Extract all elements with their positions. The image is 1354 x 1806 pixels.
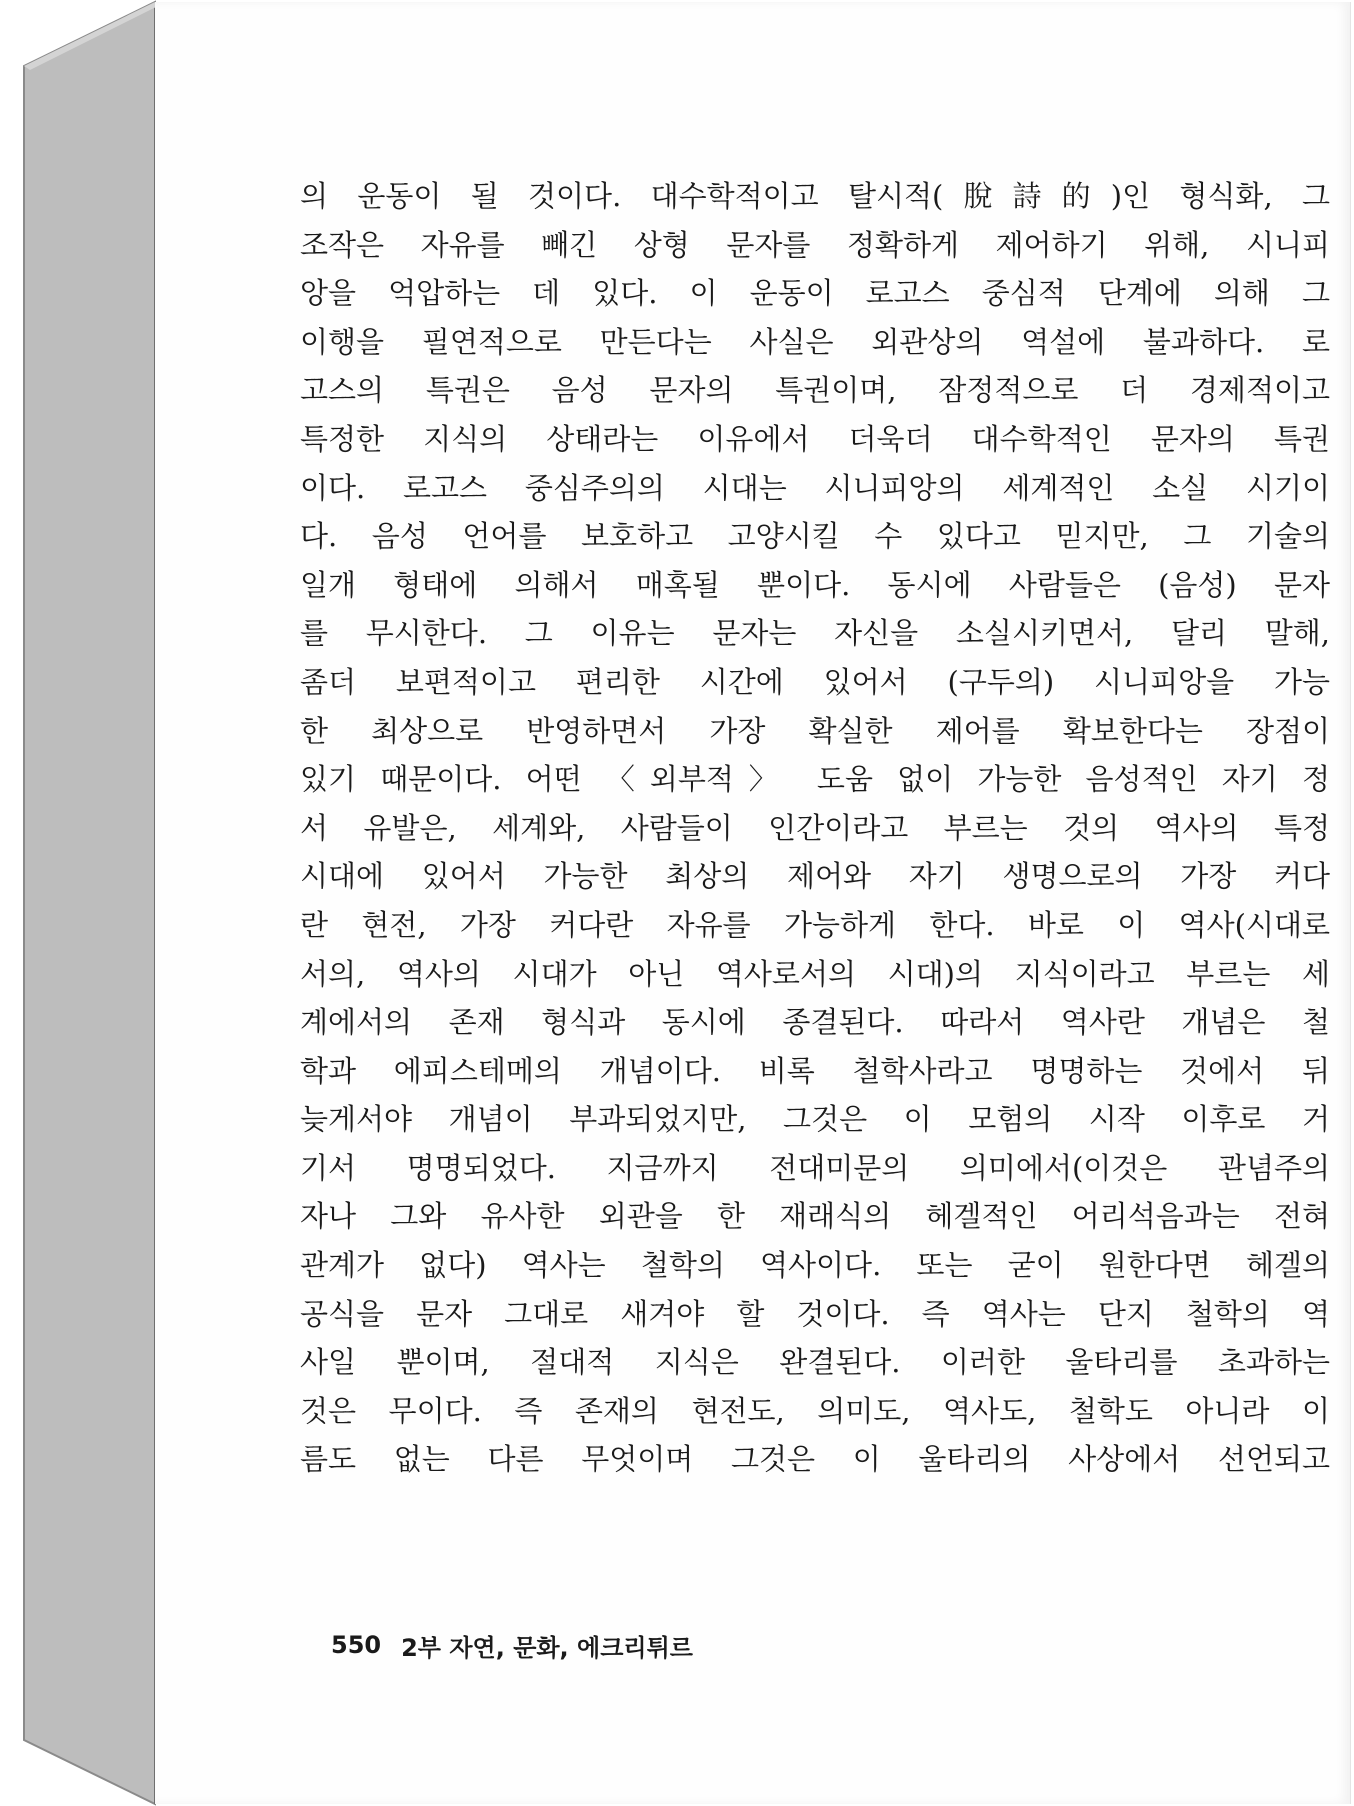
text-line: 고스의 특권은 음성 문자의 특권이며, 잠정적으로 더 경제적이고	[300, 373, 1330, 408]
text-line: 학과 에피스테메의 개념이다. 비록 철학사라고 명명하는 것에서 뒤	[300, 1053, 1330, 1088]
text-line: 서의, 역사의 시대가 아닌 역사로서의 시대)의 지식이라고 부르는 세	[300, 956, 1330, 991]
text-line: 있기 때문이다. 어떤 〈외부적〉 도움 없이 가능한 음성적인 자기 정	[300, 762, 1330, 797]
body-text	[300, 172, 1330, 1484]
text-line: 름도 없는 다른 무엇이며 그것은 이 울타리의 사상에서 선언되고	[300, 1442, 1330, 1477]
text-line: 늦게서야 개념이 부과되었지만, 그것은 이 모험의 시작 이후로 거	[300, 1102, 1330, 1137]
text-line: 다. 음성 언어를 보호하고 고양시킬 수 있다고 믿지만, 그 기술의	[300, 519, 1330, 554]
text-line: 시대에 있어서 가능한 최상의 제어와 자기 생명으로의 가장 커다	[300, 859, 1330, 894]
book-page	[155, 2, 1351, 1804]
text-line: 계에서의 존재 형식과 동시에 종결된다. 따라서 역사란 개념은 철	[300, 1005, 1330, 1040]
text-line: 앙을 억압하는 데 있다. 이 운동이 로고스 중심적 단계에 의해 그	[300, 276, 1330, 311]
text-line: 자나 그와 유사한 외관을 한 재래식의 헤겔적인 어리석음과는 전혀	[300, 1199, 1330, 1234]
page-footer	[331, 1624, 693, 1666]
text-line: 좀더 보편적이고 편리한 시간에 있어서 (구두의) 시니피앙을 가능	[300, 664, 1330, 699]
text-line: 일개 형태에 의해서 매혹될 뿐이다. 동시에 사람들은 (음성) 문자	[300, 567, 1330, 602]
running-head: 2부 자연, 문화, 에크리튀르	[401, 1633, 693, 1662]
text-line: 것은 무이다. 즉 존재의 현전도, 의미도, 역사도, 철학도 아니라 이	[300, 1393, 1330, 1428]
text-line: 의 운동이 될 것이다. 대수학적이고 탈시적(脫詩的)인 형식화, 그	[300, 179, 1330, 213]
page-number: 550	[331, 1631, 382, 1659]
text-line: 서 유발은, 세계와, 사람들이 인간이라고 부르는 것의 역사의 특정	[300, 810, 1330, 845]
text-line: 이행을 필연적으로 만든다는 사실은 외관상의 역설에 불과하다. 로	[300, 324, 1330, 359]
text-line: 한 최상으로 반영하면서 가장 확실한 제어를 확보한다는 장점이	[300, 713, 1330, 748]
text-line: 를 무시한다. 그 이유는 문자는 자신을 소실시키면서, 달리 말해,	[300, 616, 1330, 651]
text-line: 기서 명명되었다. 지금까지 전대미문의 의미에서(이것은 관념주의	[300, 1150, 1330, 1185]
text-line: 관계가 없다) 역사는 철학의 역사이다. 또는 굳이 원한다면 헤겔의	[300, 1248, 1330, 1283]
text-line: 특정한 지식의 상태라는 이유에서 더욱더 대수학적인 문자의 특권	[300, 421, 1330, 456]
text-line: 란 현전, 가장 커다란 자유를 가능하게 한다. 바로 이 역사(시대로	[300, 907, 1330, 942]
text-line: 사일 뿐이며, 절대적 지식은 완결된다. 이러한 울타리를 초과하는	[300, 1345, 1330, 1380]
text-line: 이다. 로고스 중심주의의 시대는 시니피앙의 세계적인 소실 시기이	[300, 470, 1330, 505]
text-line: 공식을 문자 그대로 새겨야 할 것이다. 즉 역사는 단지 철학의 역	[300, 1296, 1330, 1331]
text-line: 조작은 자유를 빼긴 상형 문자를 정확하게 제어하기 위해, 시니피	[300, 227, 1330, 262]
